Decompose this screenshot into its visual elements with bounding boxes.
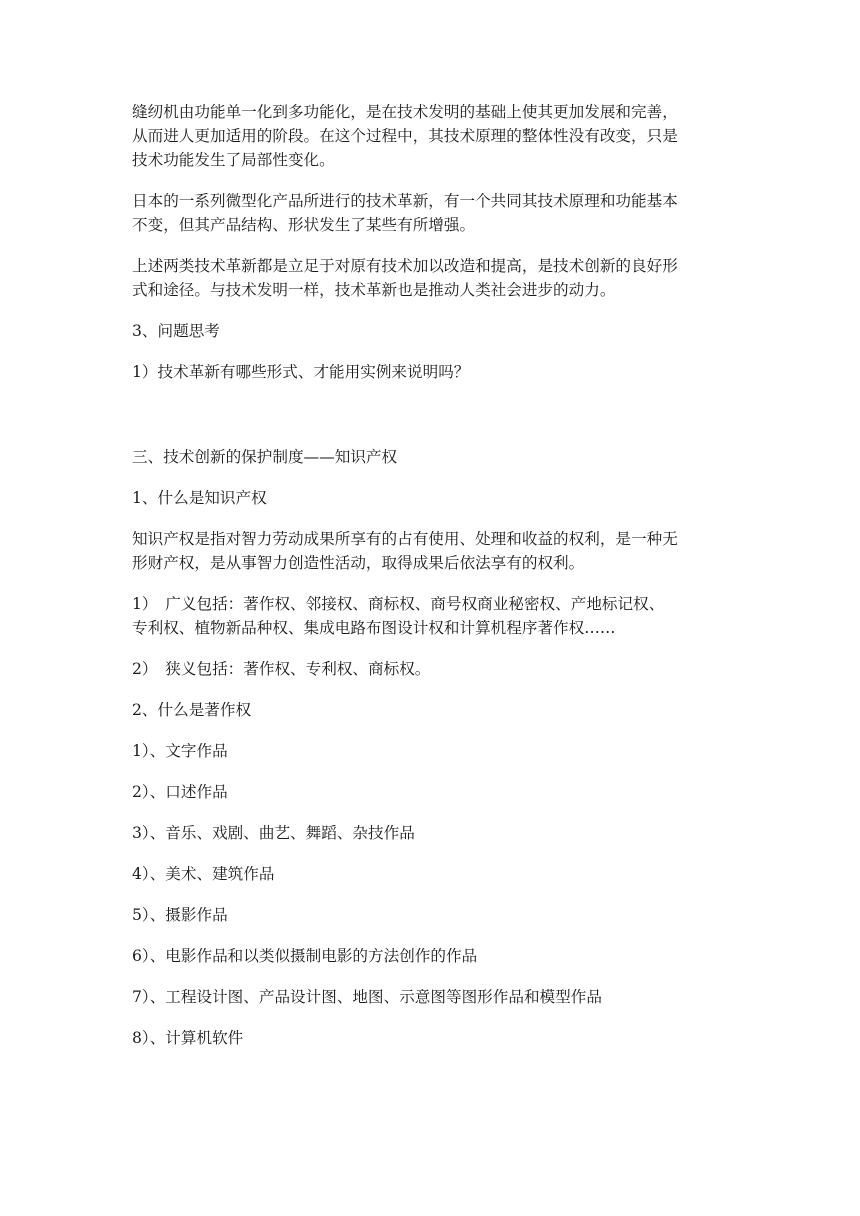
text-line: 形财产权，是从事智力创造性活动，取得成果后依法享有的权利。	[132, 554, 585, 572]
list-item-broad-sense	[132, 592, 736, 640]
text-line: 1、什么是知识产权	[132, 489, 267, 507]
text-line: 缝纫机由功能单一化到多功能化，是在技术发明的基础上使其更加发展和完善，	[132, 103, 678, 121]
copyright-item-art-architecture	[132, 862, 736, 886]
subheading-what-is-copyright	[132, 698, 736, 722]
copyright-item-written-works	[132, 739, 736, 763]
text-line: 日本的一系列微型化产品所进行的技术革新，有一个共同其技术原理和功能基本	[132, 192, 678, 210]
copyright-item-performing-works	[132, 821, 736, 845]
paragraph-japan-miniaturization	[132, 189, 736, 237]
text-line: 1） 广义包括：著作权、邻接权、商标权、商号权商业秘密权、产地标记权、	[132, 595, 665, 613]
text-line: 7）、工程设计图、产品设计图、地图、示意图等图形作品和模型作品	[132, 988, 602, 1006]
text-line: 2、什么是著作权	[132, 701, 252, 719]
text-line: 式和途径。与技术发明一样，技术革新也是推动人类社会进步的动力。	[132, 281, 616, 299]
question-item-1	[132, 360, 736, 384]
list-item-narrow-sense	[132, 657, 736, 681]
copyright-item-oral-works	[132, 780, 736, 804]
text-line: 2）、口述作品	[132, 783, 228, 801]
paragraph-ip-definition	[132, 527, 736, 575]
text-line: 知识产权是指对智力劳动成果所享有的占有使用、处理和收益的权利，是一种无	[132, 530, 678, 548]
text-line: 1）、文字作品	[132, 742, 228, 760]
document-page	[132, 100, 736, 1067]
text-line: 5）、摄影作品	[132, 906, 228, 924]
copyright-item-graphic-works	[132, 985, 736, 1009]
copyright-item-film	[132, 944, 736, 968]
text-line: 专利权、植物新品种权、集成电路布图设计权和计算机程序著作权……	[132, 619, 616, 637]
text-line: 三、技术创新的保护制度——知识产权	[132, 448, 398, 466]
subheading-what-is-ip	[132, 486, 736, 510]
copyright-item-photography	[132, 903, 736, 927]
section-heading-ip-protection	[132, 445, 736, 469]
text-line: 3、问题思考	[132, 322, 220, 340]
paragraph-innovation-summary	[132, 254, 736, 302]
text-line: 8）、计算机软件	[132, 1029, 244, 1047]
text-line: 6）、电影作品和以类似摄制电影的方法创作的作品	[132, 947, 478, 965]
text-line: 1）技术革新有哪些形式、才能用实例来说明吗？	[132, 363, 470, 381]
text-line: 从而进人更加适用的阶段。在这个过程中，其技术原理的整体性没有改变，只是	[132, 127, 678, 145]
text-line: 2） 狭义包括：著作权、专利权、商标权。	[132, 660, 431, 678]
text-line: 技术功能发生了局部性变化。	[132, 151, 335, 169]
section-gap	[132, 401, 736, 445]
paragraph-sewing-machine	[132, 100, 736, 172]
text-line: 不变，但其产品结构、形状发生了某些有所增强。	[132, 216, 476, 234]
copyright-item-software	[132, 1026, 736, 1050]
text-line: 3）、音乐、戏剧、曲艺、舞蹈、杂技作品	[132, 824, 415, 842]
text-line: 上述两类技术革新都是立足于对原有技术加以改造和提高，是技术创新的良好形	[132, 257, 678, 275]
text-line: 4）、美术、建筑作品	[132, 865, 275, 883]
heading-question-thinking	[132, 319, 736, 343]
